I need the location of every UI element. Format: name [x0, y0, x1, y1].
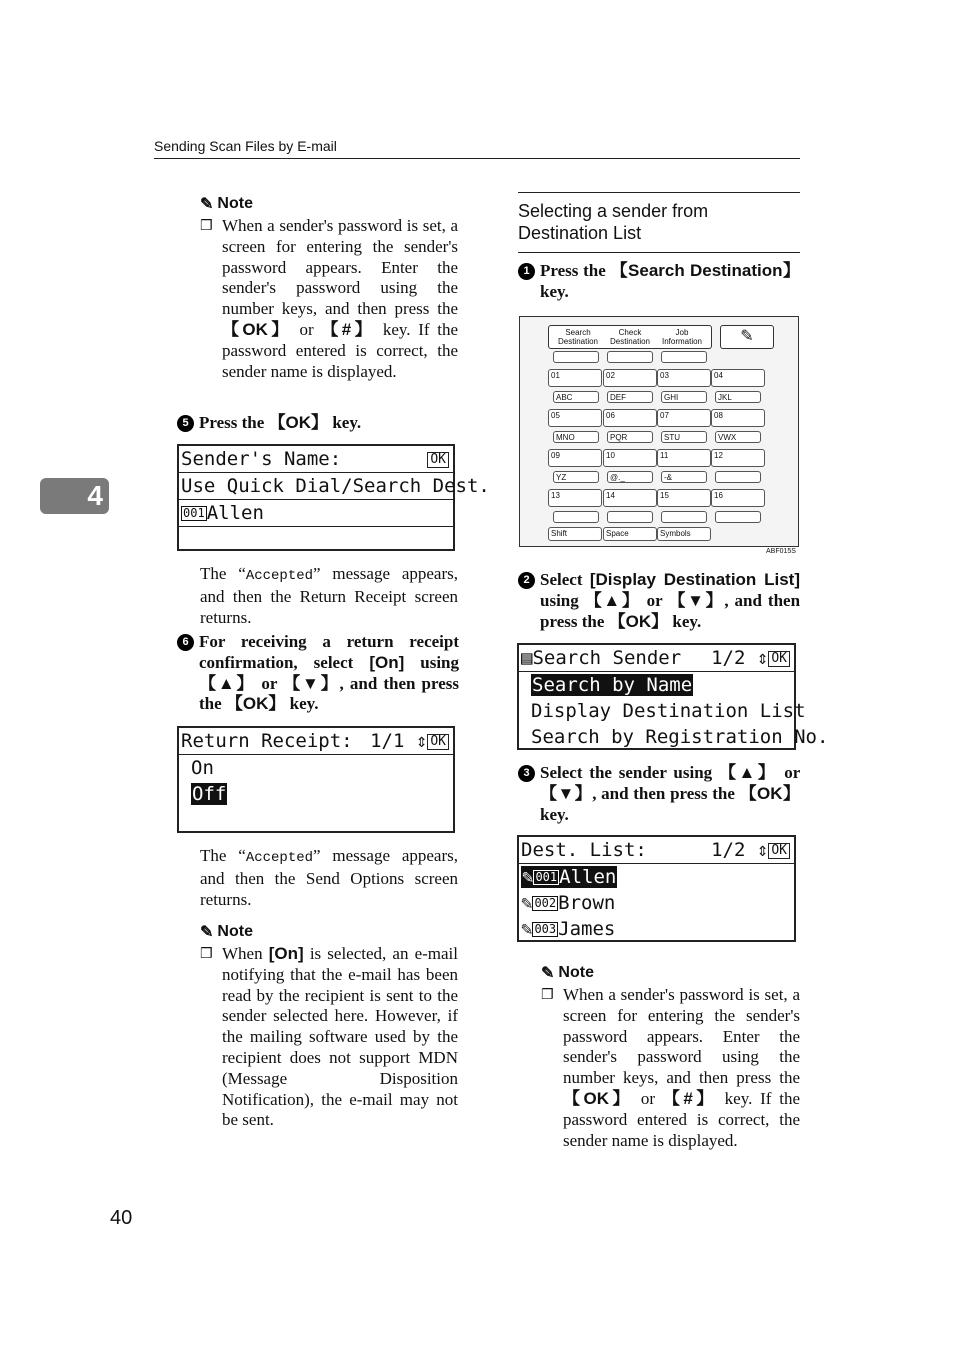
panel-tab-search: Search Destination [557, 328, 599, 346]
checkbox-icon: ❒ [200, 946, 213, 962]
pen-icon: ✎ [522, 866, 534, 888]
panel-cell: 15 [657, 489, 711, 507]
panel-cell: 14 [603, 489, 657, 507]
panel-cell: 01 [548, 369, 602, 387]
panel-letter-key: STU [661, 431, 707, 443]
step-6: 6 For receiving a return receipt confirmation, select [On] using 【▲】 or 【▼】, and then press the 【OK】 key. [177, 632, 459, 715]
step-5: 5 Press the 【OK】 key. [177, 413, 459, 434]
pen-icon: ✎ [521, 918, 533, 940]
section-title: Selecting a sender from Destination List [518, 201, 709, 243]
panel-cell: 04 [711, 369, 765, 387]
chapter-number: 4 [87, 480, 103, 511]
checkbox-icon: ❒ [200, 218, 213, 234]
list-icon: ▤ [521, 647, 533, 669]
lcd-destination-list: Dest. List: 1/2 ⇕ OK ✎ 001 Allen ✎ 002 Brown ✎ 003 James [517, 835, 796, 942]
panel-cell: 03 [657, 369, 711, 387]
panel-letter-key: DEF [607, 391, 653, 403]
step-3: 3 Select the sender using 【▲】 or 【▼】, and then press the 【OK】 key. [518, 763, 800, 825]
pen-icon: ✎ [521, 892, 533, 914]
paragraph-accepted-1: The “Accepted” message appears, and then the Return Receipt screen returns. [200, 564, 458, 627]
panel-letter-key: PQR [607, 431, 653, 443]
panel-tab-job: Job Information [661, 328, 703, 346]
panel-cell: 08 [711, 409, 765, 427]
note-3: ✎ Note ❒ When a sender's password is set, a screen for entering the sender's password appears. Enter the sender's password using the number keys, and then press the 【OK】 or 【#】 key. If the password entered is correct, the sender name is displayed. [541, 964, 800, 1150]
step-2: 2 Select [Display Destination List] using 【▲】 or 【▼】, and then press the 【OK】 key. [518, 570, 800, 632]
panel-cell: 02 [603, 369, 657, 387]
step-1: 1 Press the 【Search Destination】 key. [518, 261, 800, 303]
panel-slot [607, 351, 653, 363]
operation-panel-illustration [519, 316, 799, 547]
panel-cell: 12 [711, 449, 765, 467]
panel-cell: 11 [657, 449, 711, 467]
panel-cell: 16 [711, 489, 765, 507]
header-rule [154, 158, 800, 159]
checkbox-icon: ❒ [541, 987, 554, 1003]
panel-cell: 05 [548, 409, 602, 427]
panel-symbols-key: Symbols [657, 527, 711, 541]
panel-cell: 09 [548, 449, 602, 467]
panel-letter-key: @._ [607, 471, 653, 483]
panel-cell: 13 [548, 489, 602, 507]
note-1-text: When a sender's password is set, a screen for entering the sender's password appears. Enter the sender's password using the number keys, and then press the 【OK】 or 【#】 key. If the password entered is correct, the sender name is displayed. [222, 216, 458, 381]
pencil-icon: ✎ [200, 196, 214, 213]
panel-slot [607, 511, 653, 523]
panel-slot [715, 511, 761, 523]
panel-slot [553, 351, 599, 363]
panel-cell: 10 [603, 449, 657, 467]
panel-shift-key: Shift [548, 527, 602, 541]
lcd-return-receipt: Return Receipt: 1/1 ⇕ OK On Off [177, 726, 455, 833]
panel-tab-bar [548, 325, 712, 349]
panel-letter-key: ABC [553, 391, 599, 403]
panel-letter-key: VWX [715, 431, 761, 443]
panel-letter-key: YZ [553, 471, 599, 483]
panel-slot [661, 351, 707, 363]
panel-slot [715, 471, 761, 483]
note-2: ✎ Note ❒ When [On] is selected, an e-mail notifying that the e-mail has been read by the recipient is sent to the sender selected here. However, if the mailing software used by the recipient does not support MDN (Message Disposition Notification), the e-mail may not be sent. [200, 923, 459, 1130]
panel-cell: 07 [657, 409, 711, 427]
paragraph-accepted-2: The “Accepted” message appears, and then the Send Options screen returns. [200, 846, 458, 909]
panel-letter-key: JKL [715, 391, 761, 403]
page-number: 40 [110, 1207, 133, 1229]
panel-slot [553, 511, 599, 523]
lcd-search-sender: ▤Search Sender 1/2 ⇕ OK Search by Name Display Destination List Search by Registration No. [517, 643, 796, 750]
panel-letter-key: MNO [553, 431, 599, 443]
panel-cell: 06 [603, 409, 657, 427]
panel-letter-key: GHI [661, 391, 707, 403]
edit-icon: ✎ [720, 325, 774, 349]
pencil-icon: ✎ [541, 965, 555, 982]
note-1: ✎ Note ❒ When a sender's password is set, a screen for entering the sender's password appears. Enter the sender's password using the number keys, and then press the 【OK】 or 【#】 key. If the password entered is correct, the sender name is displayed. [200, 195, 458, 381]
figure-code: ABF015S [766, 548, 796, 555]
panel-tab-check: Check Destination [609, 328, 651, 346]
panel-letter-key: -& [661, 471, 707, 483]
lcd-sender-name: Sender's Name: OK Use Quick Dial/Search Dest. 001 Allen [177, 444, 455, 551]
panel-slot [661, 511, 707, 523]
running-header: Sending Scan Files by E-mail [154, 138, 337, 154]
chapter-tab [40, 478, 109, 514]
pencil-icon: ✎ [200, 924, 214, 941]
panel-space-key: Space [603, 527, 657, 541]
